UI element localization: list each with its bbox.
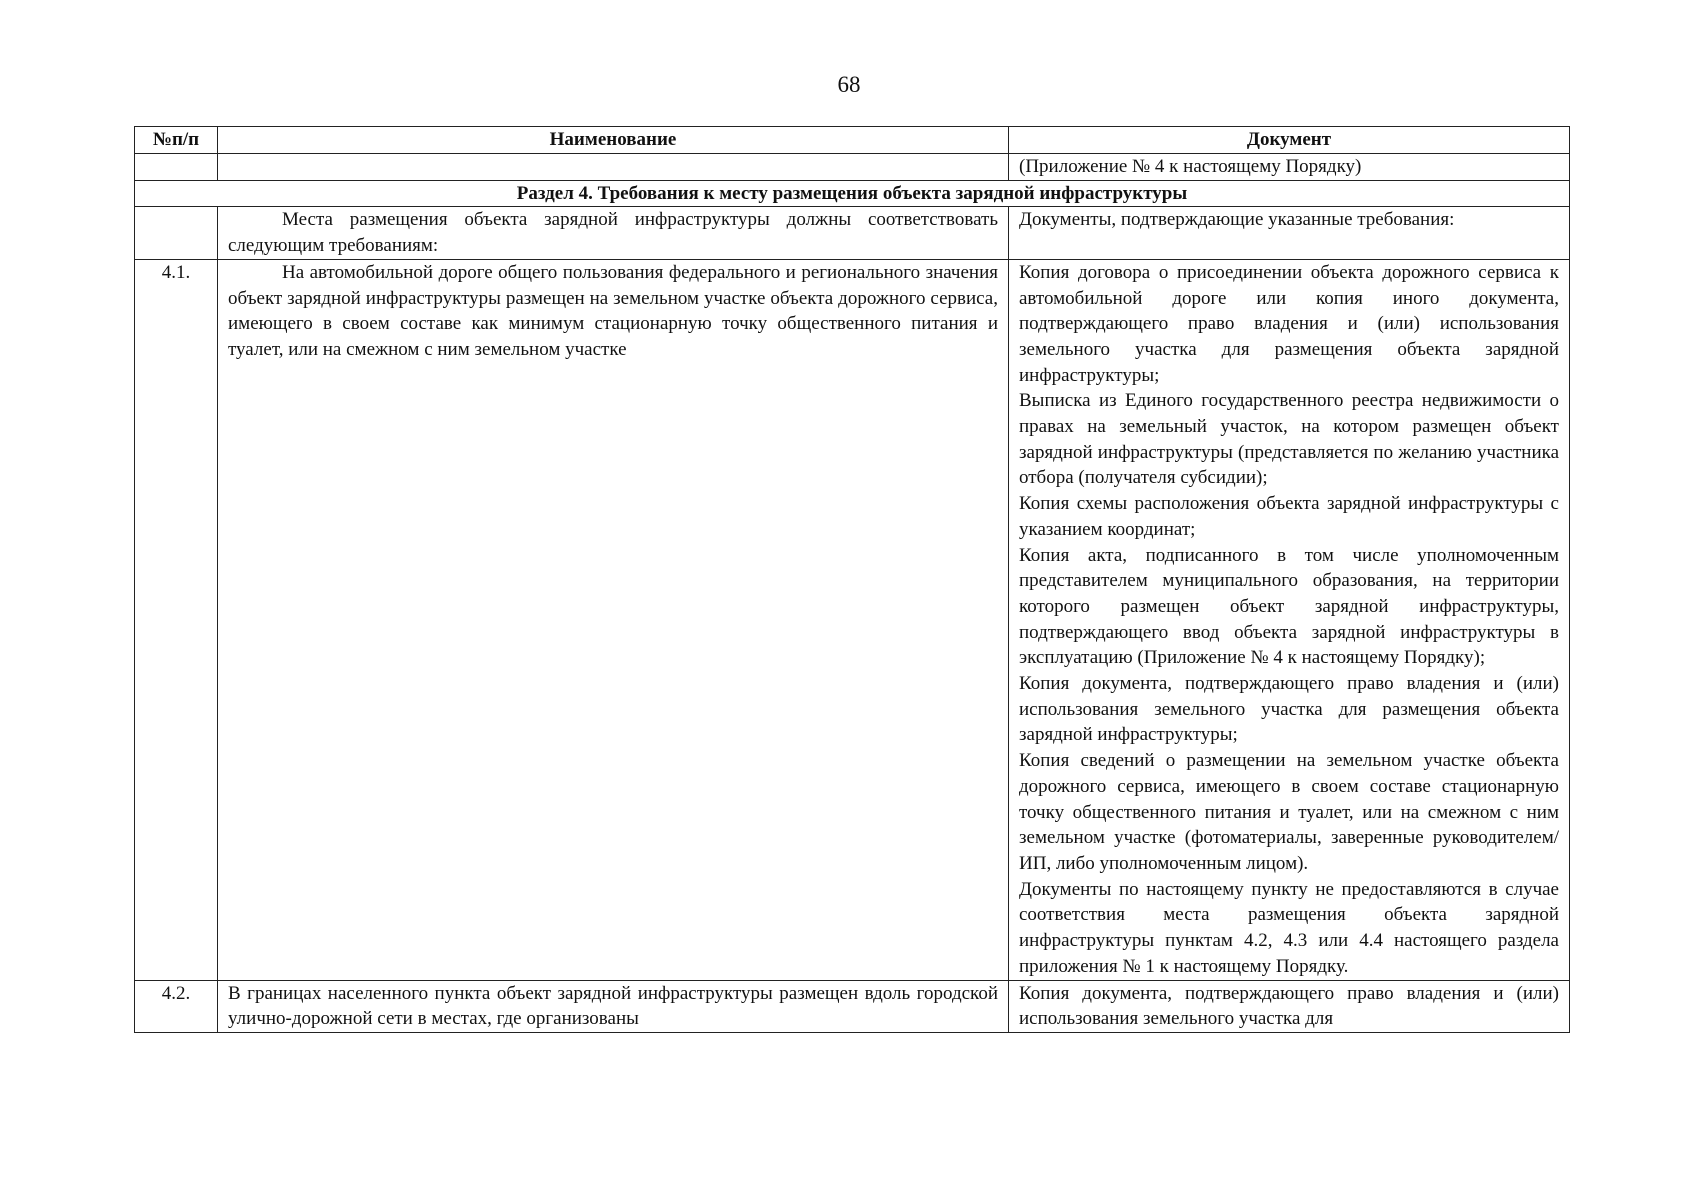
continuation-document: (Приложение № 4 к настоящему Порядку): [1009, 154, 1570, 181]
section-title: Раздел 4. Требования к месту размещения объекта зарядной инфраструктуры: [135, 180, 1570, 207]
row-num: 4.1.: [135, 259, 218, 980]
row-documents: [1009, 980, 1570, 1032]
continuation-name: [218, 154, 1009, 181]
document-item: Копия договора о присоединении объекта дорожного сервиса к автомобильной дороге или копия иного документа, подтверждающего право владения и (или) использования земельного участка для размещения объекта зарядной инфраструктуры;: [1019, 261, 1559, 386]
page-number: 68: [837, 72, 861, 97]
document-item: Документы по настоящему пункту не предоставляются в случае соответствия места размещения объекта зарядной инфраструктуры пунктам 4.2, 4.3 или 4.4 настоящего раздела приложения № 1 к настоящему Порядку.: [1019, 878, 1559, 977]
document-item: Выписка из Единого государственного реестра недвижимости о правах на земельный участок, на котором размещен объект зарядной инфраструктуры (представляется по желанию участника отбора (получателя субсидии);: [1019, 390, 1559, 489]
header-name: Наименование: [218, 127, 1009, 154]
section-row: [135, 180, 1570, 207]
row-requirement: На автомобильной дороге общего пользования федерального и регионального значения объект зарядной инфраструктуры размещен на земельном участке объекта дорожного сервиса, имеющего в своем составе как минимум стационарную точку общественного питания и туалет, или на смежном с ним земельном участке: [218, 259, 1009, 980]
table-row: [135, 259, 1570, 980]
intro-document: Документы, подтверждающие указанные требования:: [1009, 207, 1570, 259]
intro-num: [135, 207, 218, 259]
row-documents: [1009, 259, 1570, 980]
intro-name: Места размещения объекта зарядной инфраструктуры должны соответствовать следующим требованиям:: [218, 207, 1009, 259]
document-item: Копия документа, подтверждающего право владения и (или) использования земельного участка для размещения объекта зарядной инфраструктуры;: [1019, 673, 1559, 746]
header-document: Документ: [1009, 127, 1570, 154]
table-row: [135, 980, 1570, 1032]
document-item: Копия схемы расположения объекта зарядной инфраструктуры с указанием координат;: [1019, 493, 1559, 540]
document-item: Копия документа, подтверждающего право владения и (или) использования земельного участка для: [1019, 982, 1559, 1030]
table-header-row: [135, 127, 1570, 154]
document-item: Копия сведений о размещении на земельном участке объекта дорожного сервиса, имеющего в своем составе стационарную точку общественного питания и туалет, или на смежном с ним земельном участке (фотоматериалы, заверенные руководителем/ИП, либо уполномоченным лицом).: [1019, 750, 1559, 874]
row-requirement: В границах населенного пункта объект зарядной инфраструктуры размещен вдоль городской улично-дорожной сети в местах, где организованы: [218, 980, 1009, 1032]
continuation-num: [135, 154, 218, 181]
header-num: №п/п: [135, 127, 218, 154]
row-num: 4.2.: [135, 980, 218, 1032]
requirements-table: [134, 126, 1570, 1033]
intro-row: [135, 207, 1570, 259]
continuation-row: [135, 154, 1570, 181]
document-item: Копия акта, подписанного в том числе уполномоченным представителем муниципального образования, на территории которого размещен объект зарядной инфраструктуры, подтверждающего ввод объекта зарядной инфраструктуры в эксплуатацию (Приложение № 4 к настоящему Порядку);: [1019, 544, 1559, 669]
